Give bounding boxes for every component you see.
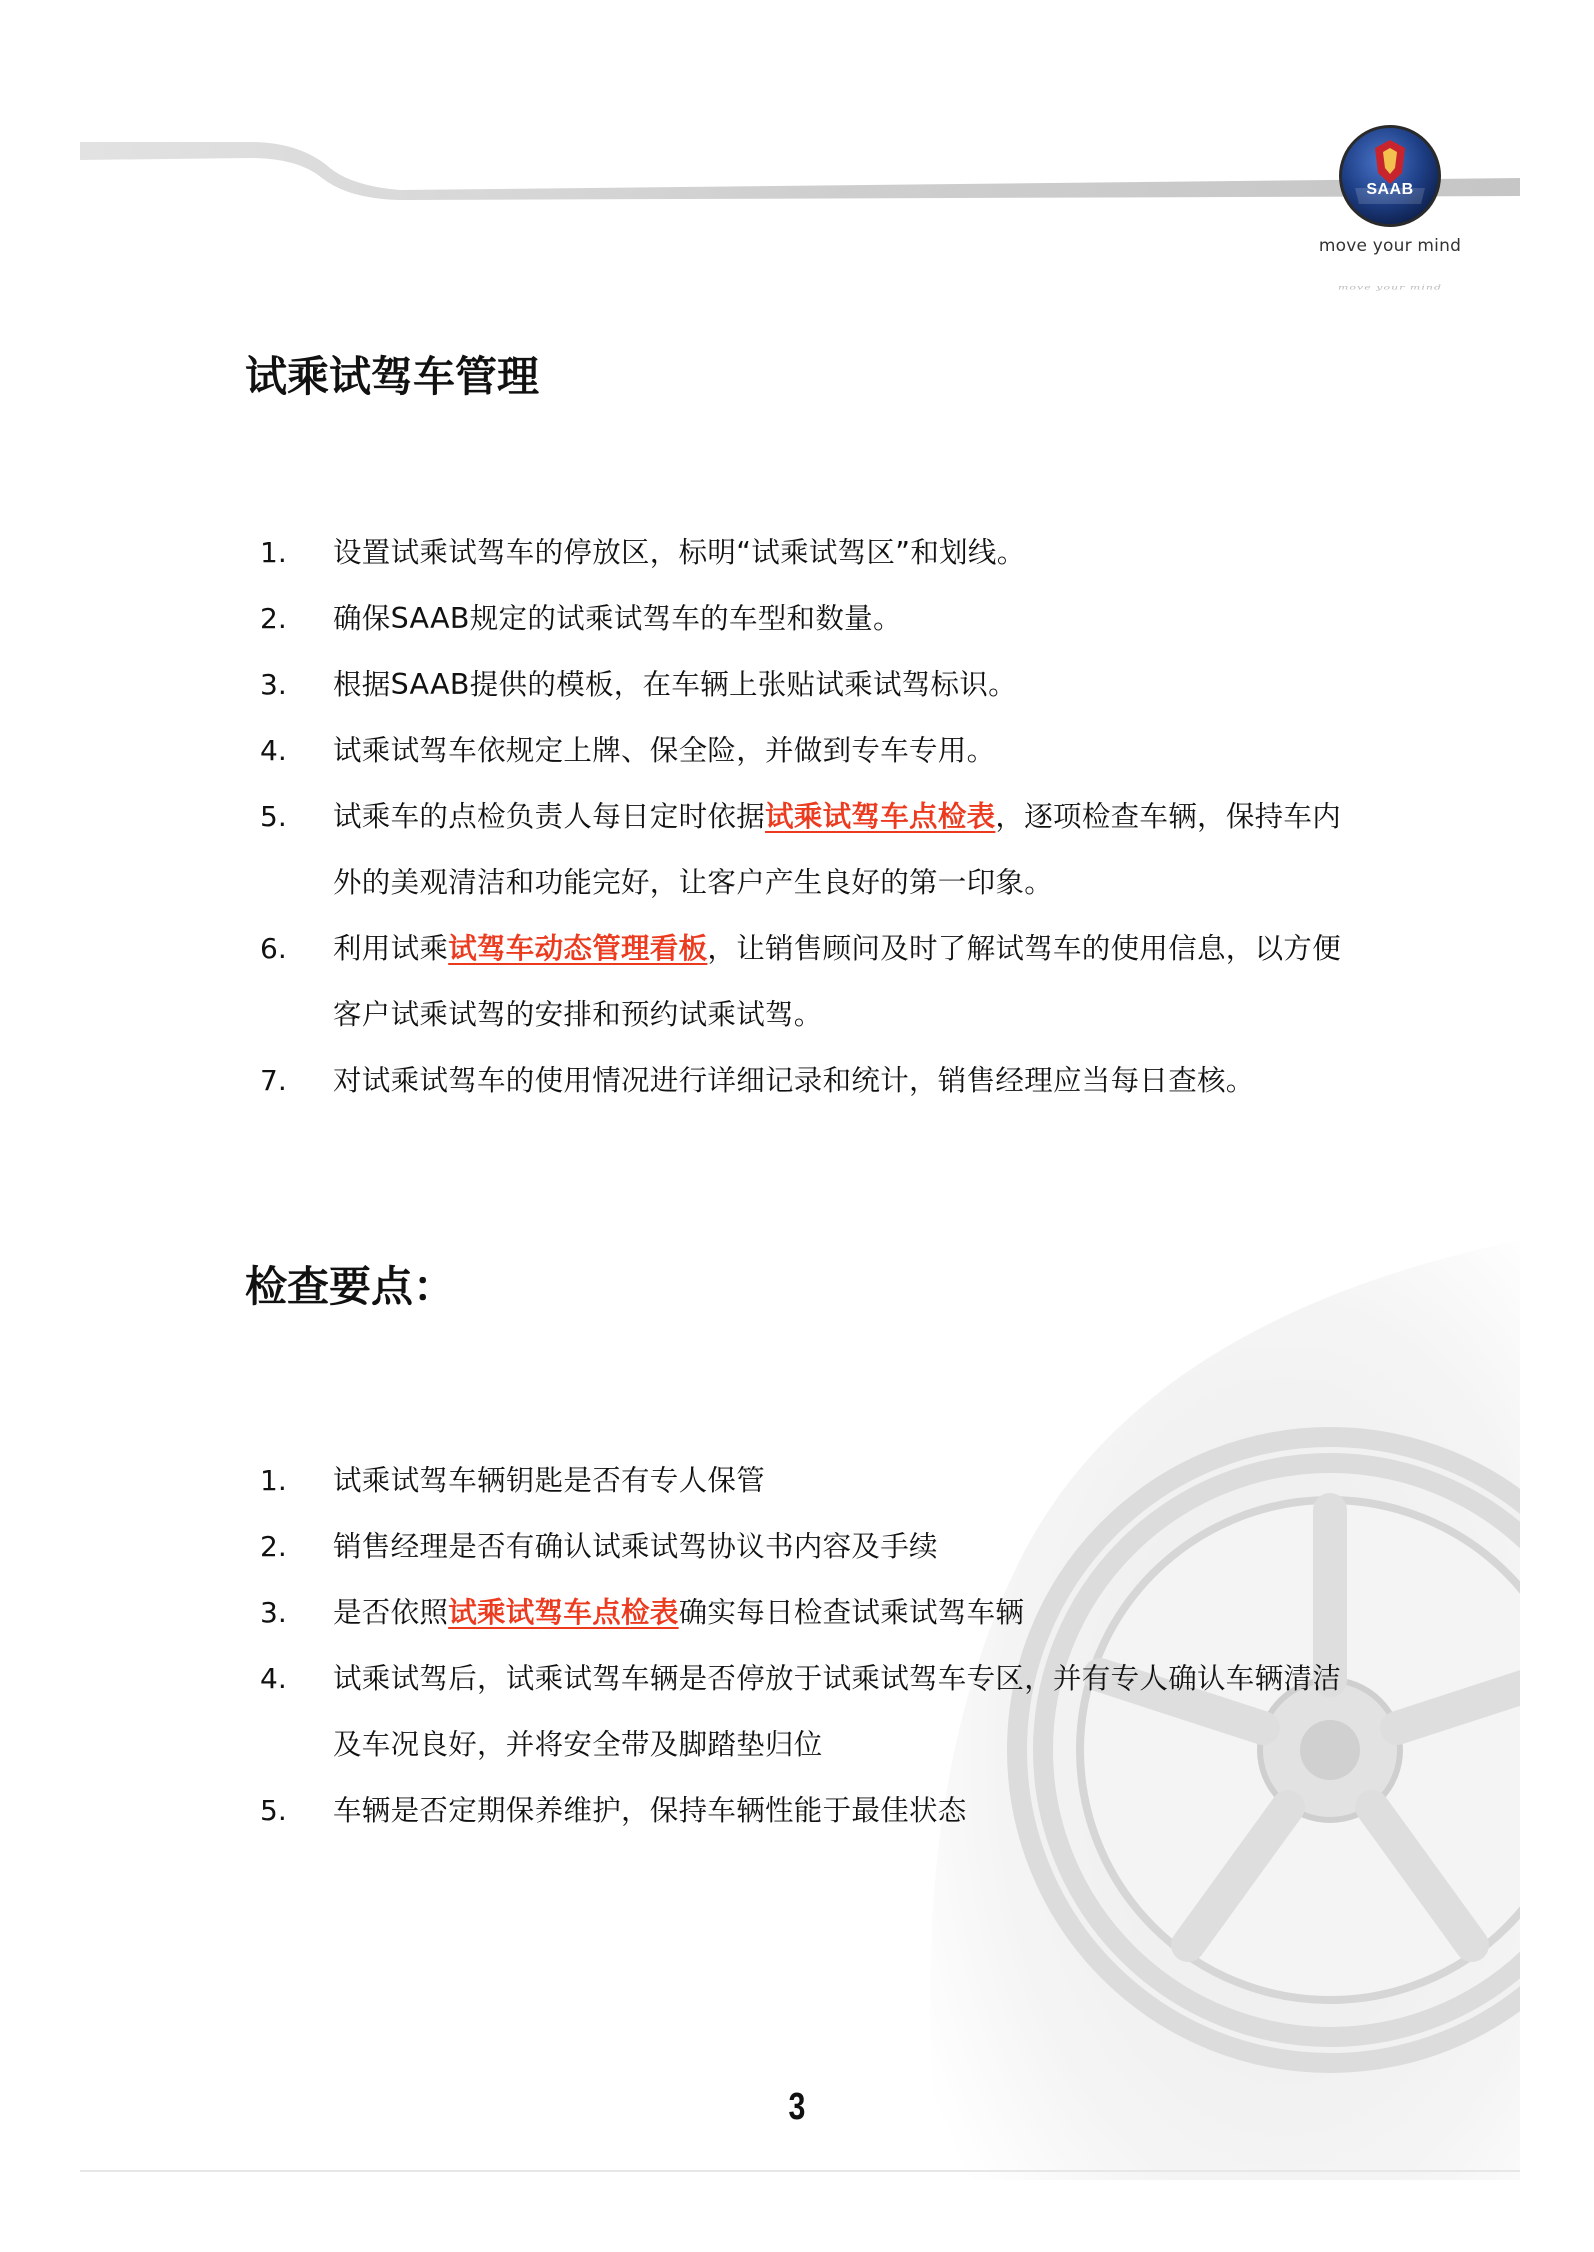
list-item [0,1580,1594,1646]
inspection-checklist-link[interactable]: 试乘试驾车点检表 [448,1596,679,1629]
item-text: 是否依照试乘试驾车点检表确实每日检查试乘试驾车辆 [333,1596,1025,1629]
item-text: 利用试乘试驾车动态管理看板，让销售顾问及时了解试驾车的使用信息，以方便客户试乘试驾的安排和预约试乘试驾。 [333,932,1342,1031]
tagline: move your mind [1318,236,1462,256]
item-text: 确保SAAB规定的试乘试驾车的车型和数量。 [333,602,902,635]
list-item [0,1048,1594,1114]
saab-logo [1295,118,1485,313]
item-number: 1. [260,536,287,569]
item-number: 2. [260,1530,287,1563]
page-title: 试乘试驾车管理 [245,352,540,401]
item-text: 对试乘试驾车的使用情况进行详细记录和统计，销售经理应当每日查核。 [333,1064,1255,1097]
item-text: 试乘试驾车依规定上牌、保全险，并做到专车专用。 [333,734,996,767]
footer-divider [80,2170,1520,2172]
list-item [0,1514,1594,1580]
list-item [0,520,1594,586]
list-item [0,916,1594,1048]
item-text: 设置试乘试驾车的停放区，标明“试乘试驾区”和划线。 [333,536,1026,569]
item-number: 2. [260,602,287,635]
list-item [0,586,1594,652]
rules-list [0,520,1594,1114]
item-number: 3. [260,668,287,701]
saab-wordmark: SAAB [1366,181,1414,198]
checks-list [0,1448,1594,1844]
item-number: 3. [260,1596,287,1629]
item-number: 4. [260,734,287,767]
dynamic-board-link[interactable]: 试驾车动态管理看板 [448,932,708,965]
tagline-reflection: move your mind [1337,283,1443,292]
item-number: 1. [260,1464,287,1497]
item-number: 7. [260,1064,287,1097]
item-text: 销售经理是否有确认试乘试驾协议书内容及手续 [333,1530,938,1563]
saab-emblem-icon [1295,118,1485,228]
item-number: 4. [260,1662,287,1695]
item-text: 根据SAAB提供的模板，在车辆上张贴试乘试驾标识。 [333,668,1017,701]
section-title: 检查要点： [245,1262,456,1311]
list-item [0,718,1594,784]
item-number: 5. [260,800,287,833]
list-item [0,1778,1594,1844]
inspection-checklist-link[interactable]: 试乘试驾车点检表 [765,800,996,833]
item-text: 试乘试驾车辆钥匙是否有专人保管 [333,1464,766,1497]
page-number: 3 [788,2086,806,2128]
item-number: 5. [260,1794,287,1827]
item-number: 6. [260,932,287,965]
item-text: 试乘试驾后，试乘试驾车辆是否停放于试乘试驾车专区，并有专人确认车辆清洁及车况良好，并将安全带及脚踏垫归位 [333,1662,1342,1761]
list-item [0,784,1594,916]
list-item [0,652,1594,718]
list-item [0,1448,1594,1514]
list-item [0,1646,1594,1778]
item-text: 试乘车的点检负责人每日定时依据试乘试驾车点检表，逐项检查车辆，保持车内外的美观清洁和功能完好，让客户产生良好的第一印象。 [333,800,1342,899]
item-text: 车辆是否定期保养维护，保持车辆性能于最佳状态 [333,1794,967,1827]
